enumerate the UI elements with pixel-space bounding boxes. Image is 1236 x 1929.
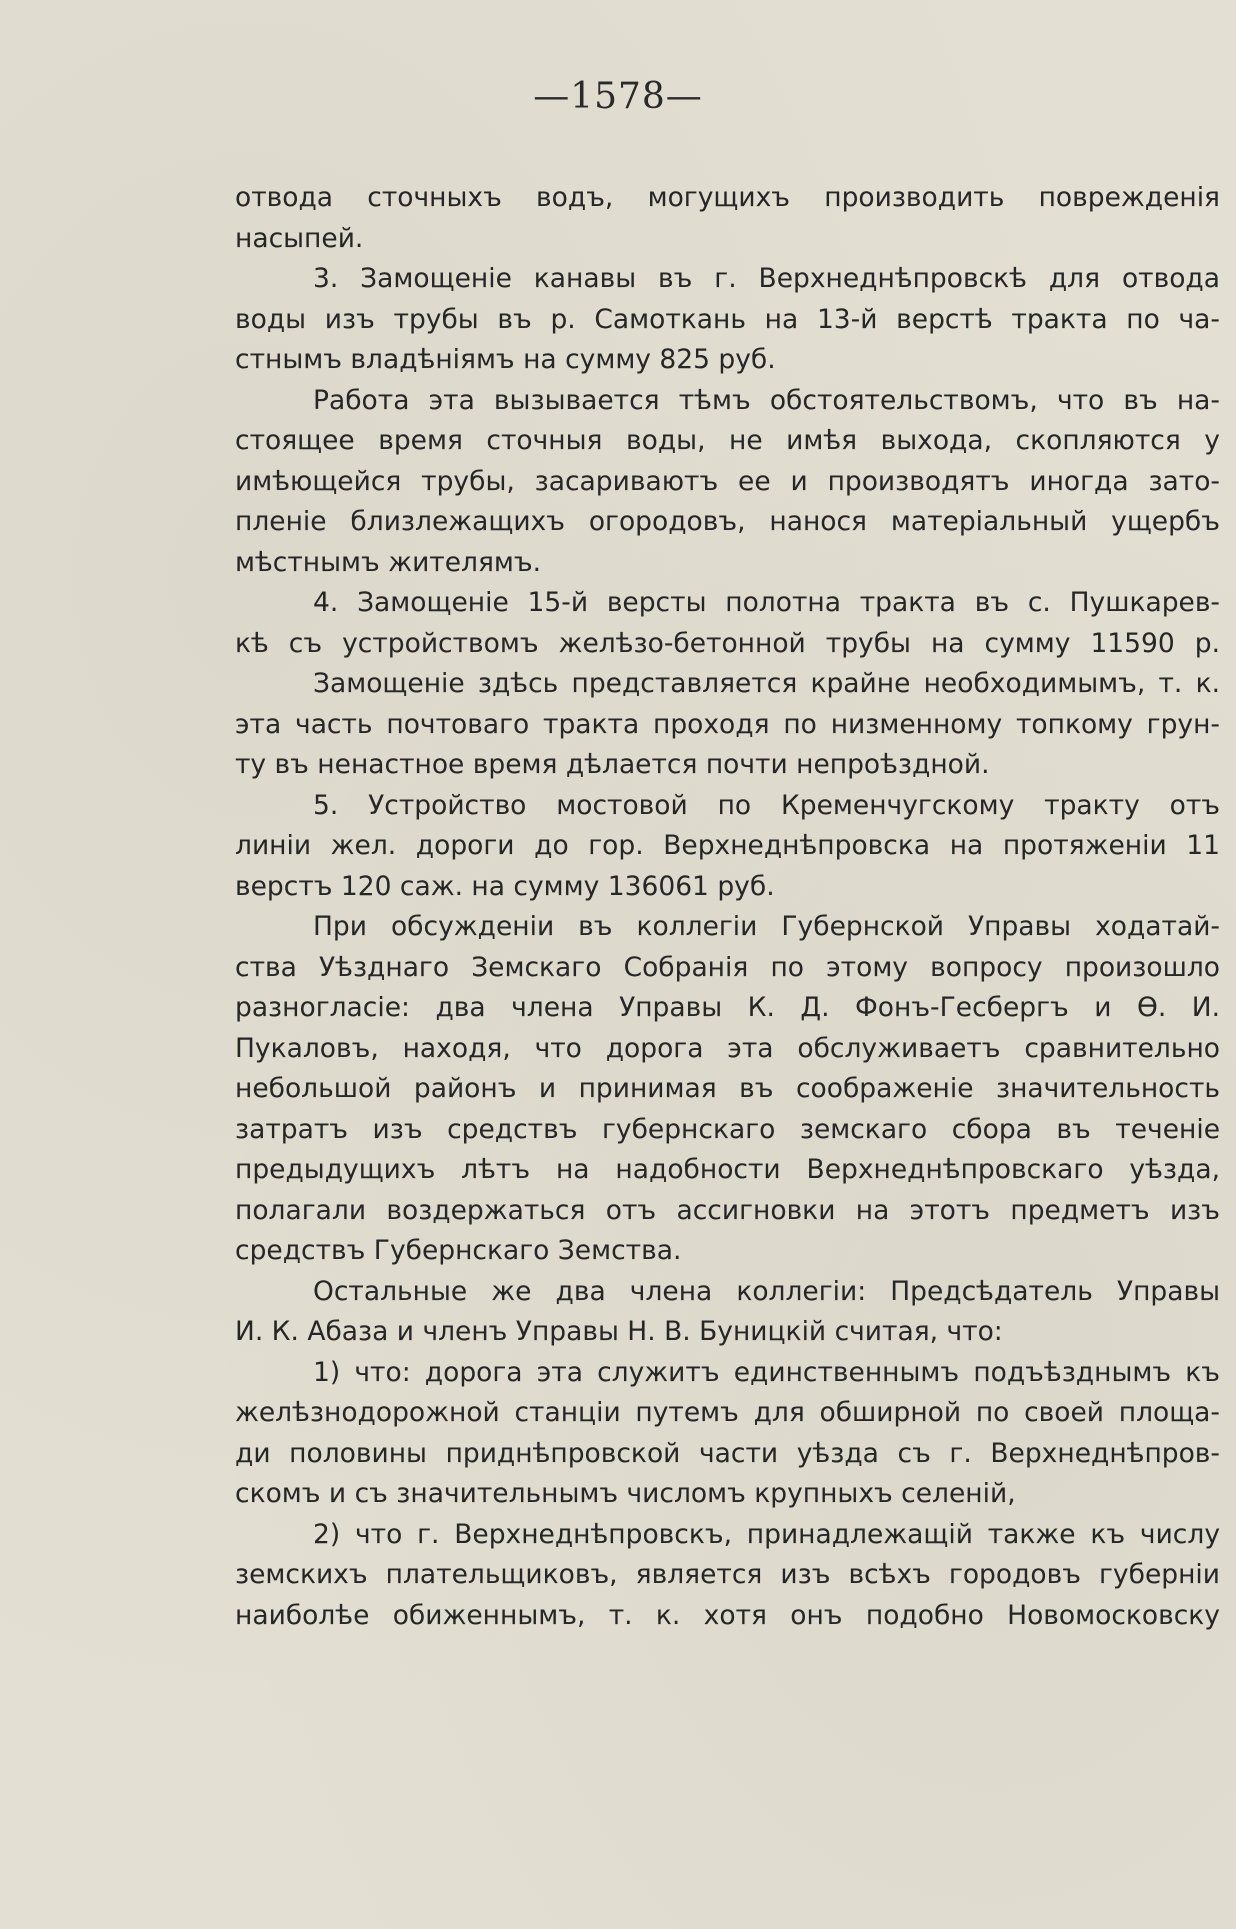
text-line: верстъ 120 саж. на сумму 136061 руб. xyxy=(235,870,775,902)
text-line: 4. Замощеніе 15-й версты полотна тракта въ с. Пушкарев- xyxy=(313,587,1220,618)
text-line: При обсужденіи въ коллегіи Губернской Управы ходатай- xyxy=(313,911,1220,942)
text-line: земскихъ плательщиковъ, является изъ всѣхъ городовъ губерніи xyxy=(235,1559,1220,1590)
text-line: стоящее время сточныя воды, не имѣя выхода, скопляются у xyxy=(235,425,1220,456)
text-line: 1) что: дорога эта служитъ единственнымъ подъѣзднымъ къ xyxy=(313,1356,1220,1388)
text-line: 2) что г. Верхнеднѣпровскъ, принадлежащій также къ числу xyxy=(313,1518,1220,1550)
text-line: линіи жел. дороги до гор. Верхнеднѣпровска на протяженіи 11 xyxy=(235,830,1220,861)
text-line: 3. Замощеніе канавы въ г. Верхнеднѣпровскѣ для отвода xyxy=(313,263,1220,294)
text-line: отвода сточныхъ водъ, могущихъ производить поврежденія xyxy=(235,182,1220,213)
text-line: небольшой районъ и принимая въ соображеніе значительность xyxy=(235,1073,1220,1104)
text-line: воды изъ трубы въ р. Самоткань на 13-й верстѣ тракта по ча- xyxy=(235,303,1220,335)
text-line: Пукаловъ, находя, что дорога эта обслуживаетъ сравнительно xyxy=(235,1032,1220,1064)
text-line: Остальные же два члена коллегіи: Предсѣдатель Управы xyxy=(313,1275,1220,1307)
text-line: кѣ съ устройствомъ желѣзо-бетонной трубы на сумму 11590 р. xyxy=(235,627,1220,659)
text-line: насыпей. xyxy=(235,222,364,254)
page-number: —1578— xyxy=(533,76,703,117)
text-line: эта часть почтоваго тракта проходя по низменному топкому грун- xyxy=(235,708,1220,740)
text-line: Замощеніе здѣсь представляется крайне необходимымъ, т. к. xyxy=(313,668,1220,699)
body-text xyxy=(235,178,1220,1636)
text-line: Работа эта вызывается тѣмъ обстоятельствомъ, что въ на- xyxy=(313,384,1220,416)
text-line: стнымъ владѣніямъ на сумму 825 руб. xyxy=(235,344,776,375)
text-line: полагали воздержаться отъ ассигновки на этотъ предметъ изъ xyxy=(235,1194,1220,1226)
text-line: пленіе близлежащихъ огородовъ, нанося матеріальный ущербъ xyxy=(235,506,1220,537)
text-line: средствъ Губернскаго Земства. xyxy=(235,1235,682,1266)
text-line: мѣстнымъ жителямъ. xyxy=(235,546,542,578)
text-line: ту въ ненастное время дѣлается почти непроѣздной. xyxy=(235,749,990,780)
text-line: скомъ и съ значительнымъ числомъ крупныхъ селеній, xyxy=(235,1478,1016,1509)
text-line: ства Уѣзднаго Земскаго Собранія по этому вопросу произошло xyxy=(235,951,1220,983)
text-line: имѣющейся трубы, засариваютъ ее и производятъ иногда зато- xyxy=(235,465,1220,497)
text-line: ди половины приднѣпровской части уѣзда съ г. Верхнеднѣпров- xyxy=(235,1437,1220,1469)
text-line: желѣзнодорожной станціи путемъ для обширной по своей площа- xyxy=(235,1397,1220,1428)
text-line: И. К. Абаза и членъ Управы Н. В. Буницкій считая, что: xyxy=(235,1316,1003,1347)
text-line: предыдущихъ лѣтъ на надобности Верхнеднѣпровскаго уѣзда, xyxy=(235,1154,1220,1185)
text-line: наиболѣе обиженнымъ, т. к. хотя онъ подобно Новомосковску xyxy=(235,1599,1220,1631)
text-line: 5. Устройство мостовой по Кременчугскому тракту отъ xyxy=(313,789,1220,821)
text-line: затратъ изъ средствъ губернскаго земскаго сбора въ теченіе xyxy=(235,1113,1220,1145)
text-line: разногласіе: два члена Управы К. Д. Фонъ-Гесбергъ и Ѳ. И. xyxy=(235,992,1220,1023)
